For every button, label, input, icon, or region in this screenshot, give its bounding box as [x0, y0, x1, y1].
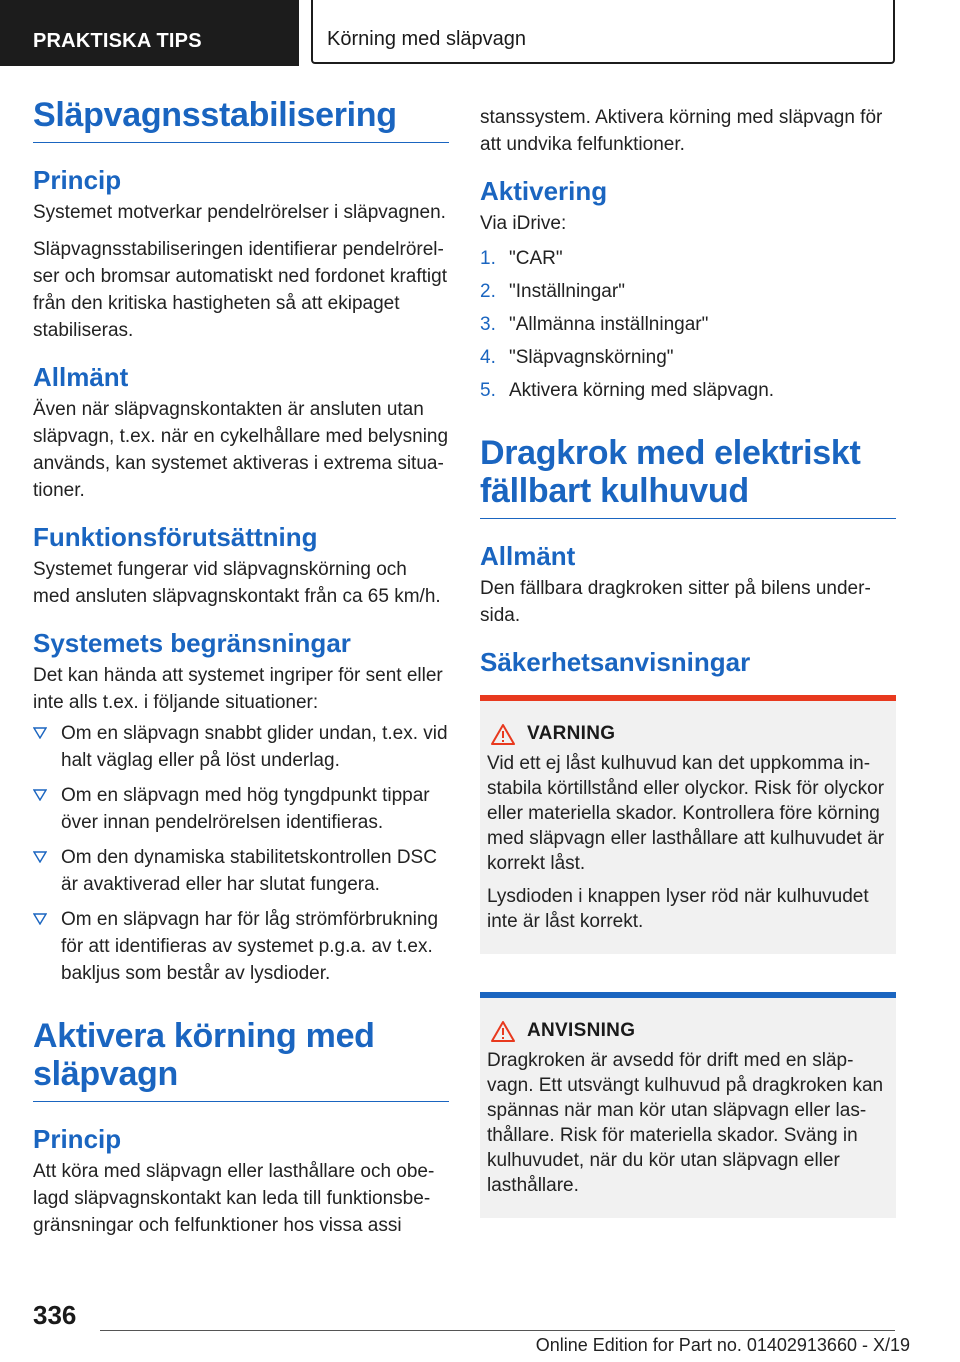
triangle-bullet-icon [33, 913, 47, 925]
step-item [480, 311, 896, 338]
left-column [33, 96, 449, 1249]
heading-princip: Princip [33, 165, 122, 195]
step-text: Aktivera körning med släpvagn. [509, 380, 775, 401]
footer-rule [100, 1330, 895, 1331]
step-number: 1. [480, 248, 496, 269]
step-text: "CAR" [509, 248, 563, 269]
warning-label: VARNING [527, 723, 616, 744]
paragraph-allmant-2: Den fällbara dragkroken sitter på bilens undersida. [480, 578, 871, 626]
heading-begransningar: Systemets begränsningar [33, 628, 351, 658]
step-text: "Släpvagnskörning" [509, 347, 674, 368]
notice-box [480, 992, 896, 1218]
heading-princip-2: Princip [33, 1124, 122, 1154]
step-number: 5. [480, 380, 496, 401]
step-number: 2. [480, 281, 496, 302]
step-item [480, 245, 896, 272]
list-item [33, 720, 449, 774]
step-number: 3. [480, 314, 496, 335]
notice-label: ANVISNING [527, 1020, 636, 1041]
page-header [0, 0, 960, 66]
step-item [480, 344, 896, 371]
section-title-slapvagnsstabilisering: Släpvagnsstabilisering [33, 96, 397, 134]
page-footer [0, 1290, 960, 1362]
step-text: "Inställningar" [509, 281, 625, 302]
heading-aktivering: Aktivering [480, 176, 608, 206]
warning-triangle-icon [491, 1020, 515, 1042]
notice-paragraph: Dragkroken är avsedd för drift med en släpvagn. Ett utsvängt kulhuvud på dragkroken kan spännas när man kör utan släpvagn eller lasthållare. Risk för materiella skador. Sväng in kulhuvudet, när du kör utan släpvagn eller lasthållare. [487, 1050, 884, 1196]
limitations-list [33, 720, 449, 987]
paragraph-princip-2: Släpvagnsstabiliseringen identifierar pendelrörelser och bromsar automatiskt ned fordonet kraftigt från den kritiska hastigheten så att ekipaget stabiliseras. [33, 239, 447, 341]
step-text: "Allmänna inställningar" [509, 314, 709, 335]
section-title-aktivera: Aktivera körning med släpvagn [33, 1017, 375, 1093]
heading-allmant-2: Allmänt [480, 541, 576, 571]
page-number: 336 [33, 1300, 77, 1330]
list-item-text: Om en släpvagn har för låg strömförbrukning för att identifieras av systemet p.g.a. av t.ex. bakljus som består av lysdioder. [61, 909, 439, 984]
chapter-box [311, 0, 895, 64]
warning-content [480, 701, 896, 954]
list-item [33, 906, 449, 987]
paragraph-begransningar: Det kan hända att systemet ingriper för sent eller inte alls t.ex. i följande situationer: [33, 665, 443, 713]
section-tab[interactable]: PRAKTISKA TIPS [0, 0, 299, 66]
edition-text: Online Edition for Part no. 01402913660 - X/19 [535, 1335, 910, 1355]
list-item [33, 844, 449, 898]
triangle-bullet-icon [33, 789, 47, 801]
list-item [33, 782, 449, 836]
heading-allmant: Allmänt [33, 362, 129, 392]
step-item [480, 377, 896, 404]
paragraph-continued: stanssystem. Aktivera körning med släpvagn för att undvika felfunktioner. [480, 107, 883, 155]
paragraph-allmant: Även när släpvagnskontakten är ansluten utan släpvagn, t.ex. när en cykelhållare med belysning används, kan systemet aktiveras i extrema situationer. [33, 399, 449, 501]
heading-sakerhetsanvisningar: Säkerhetsanvisningar [480, 647, 751, 677]
section-title-rule [33, 96, 449, 143]
paragraph-funktionsforutsattning: Systemet fungerar vid släpvagnskörning och med ansluten släpvagnskontakt från ca 65 km/h. [33, 559, 441, 607]
warning-triangle-icon [491, 723, 515, 745]
section-title-rule [480, 434, 896, 519]
notice-content [480, 998, 896, 1218]
warning-paragraph-2: Lysdioden i knappen lyser röd när kulhuvudet inte är låst korrekt. [487, 886, 869, 932]
triangle-bullet-icon [33, 851, 47, 863]
list-item-text: Om den dynamiska stabilitetskontrollen DSC är avaktiverad eller har slutat fungera. [61, 847, 437, 895]
section-title-dragkrok: Dragkrok med elektriskt fällbart kulhuvud [480, 434, 861, 510]
heading-funktionsforutsattning: Funktionsförutsättning [33, 522, 318, 552]
warning-paragraph-1: Vid ett ej låst kulhuvud kan det uppkomma instabila körtillstånd eller olyckor. Risk för olyckor eller materiella skador. Kontrollera före körning med släpvagn eller lasthållare att kulhuvudet är korrekt låst. [487, 753, 885, 874]
triangle-bullet-icon [33, 727, 47, 739]
paragraph-princip-1: Systemet motverkar pendelrörelser i släpvagnen. [33, 202, 446, 223]
warning-header [487, 723, 888, 745]
list-item-text: Om en släpvagn med hög tyngdpunkt tippar över innan pendelrörelsen identifieras. [61, 785, 430, 833]
steps-list [480, 245, 896, 404]
step-number: 4. [480, 347, 496, 368]
notice-header [487, 1020, 888, 1042]
warning-box [480, 695, 896, 954]
right-column [480, 104, 896, 1218]
step-item [480, 278, 896, 305]
list-item-text: Om en släpvagn snabbt glider undan, t.ex. vid halt väglag eller på löst underlag. [61, 723, 448, 771]
paragraph-princip-3: Att köra med släpvagn eller lasthållare och obelagd släpvagnskontakt kan leda till funktionsbegränsningar och felfunktioner hos vissa assi [33, 1161, 435, 1236]
paragraph-via-idrive: Via iDrive: [480, 213, 567, 234]
section-title-rule [33, 1017, 449, 1102]
chapter-title[interactable]: Körning med släpvagn [327, 28, 527, 50]
